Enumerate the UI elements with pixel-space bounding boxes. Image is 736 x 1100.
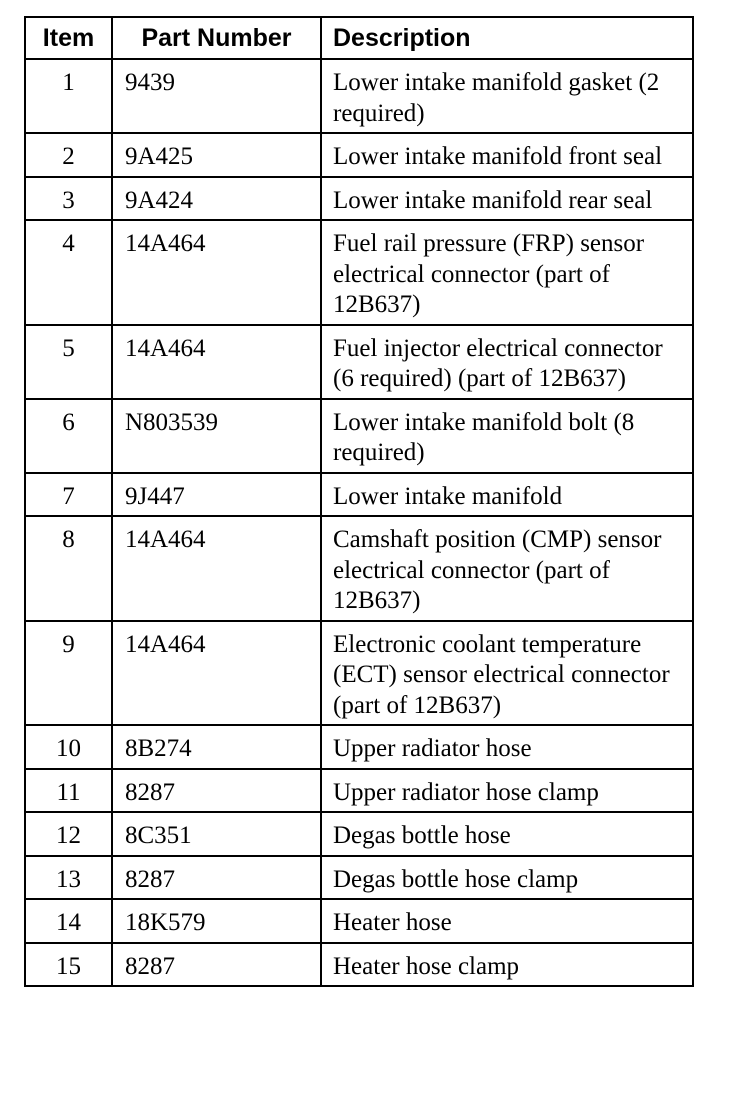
- part-number-cell: 18K579: [112, 899, 321, 943]
- item-cell: 15: [25, 943, 112, 987]
- description-cell: Electronic coolant temperature (ECT) sensor electrical connector (part of 12B637): [321, 621, 693, 726]
- part-number-cell: 14A464: [112, 220, 321, 325]
- header-part-number: Part Number: [112, 17, 321, 59]
- table-header: [25, 17, 693, 59]
- description-cell: Fuel injector electrical connector (6 required) (part of 12B637): [321, 325, 693, 399]
- part-number-cell: 14A464: [112, 621, 321, 726]
- table-row: [25, 177, 693, 221]
- description-cell: Camshaft position (CMP) sensor electrical connector (part of 12B637): [321, 516, 693, 621]
- description-cell: Upper radiator hose clamp: [321, 769, 693, 813]
- table-row: [25, 473, 693, 517]
- description-cell: Heater hose: [321, 899, 693, 943]
- part-number-cell: 9A425: [112, 133, 321, 177]
- parts-table: [24, 16, 694, 987]
- item-cell: 13: [25, 856, 112, 900]
- part-number-cell: 9439: [112, 59, 321, 133]
- header-description: Description: [321, 17, 693, 59]
- table-row: [25, 516, 693, 621]
- table-row: [25, 399, 693, 473]
- description-cell: Heater hose clamp: [321, 943, 693, 987]
- description-cell: Lower intake manifold rear seal: [321, 177, 693, 221]
- description-cell: Lower intake manifold front seal: [321, 133, 693, 177]
- table-row: [25, 621, 693, 726]
- header-row: [25, 17, 693, 59]
- item-cell: 7: [25, 473, 112, 517]
- item-cell: 14: [25, 899, 112, 943]
- table-row: [25, 725, 693, 769]
- part-number-cell: 8C351: [112, 812, 321, 856]
- description-cell: Lower intake manifold: [321, 473, 693, 517]
- part-number-cell: 14A464: [112, 325, 321, 399]
- part-number-cell: 8287: [112, 856, 321, 900]
- part-number-cell: N803539: [112, 399, 321, 473]
- part-number-cell: 9J447: [112, 473, 321, 517]
- part-number-cell: 8B274: [112, 725, 321, 769]
- description-cell: Lower intake manifold gasket (2 required): [321, 59, 693, 133]
- item-cell: 6: [25, 399, 112, 473]
- item-cell: 4: [25, 220, 112, 325]
- header-item: Item: [25, 17, 112, 59]
- description-cell: Lower intake manifold bolt (8 required): [321, 399, 693, 473]
- part-number-cell: 14A464: [112, 516, 321, 621]
- item-cell: 1: [25, 59, 112, 133]
- item-cell: 2: [25, 133, 112, 177]
- item-cell: 3: [25, 177, 112, 221]
- table-row: [25, 899, 693, 943]
- description-cell: Upper radiator hose: [321, 725, 693, 769]
- table-row: [25, 943, 693, 987]
- part-number-cell: 8287: [112, 943, 321, 987]
- table-row: [25, 59, 693, 133]
- table-row: [25, 220, 693, 325]
- item-cell: 5: [25, 325, 112, 399]
- description-cell: Degas bottle hose clamp: [321, 856, 693, 900]
- description-cell: Fuel rail pressure (FRP) sensor electrical connector (part of 12B637): [321, 220, 693, 325]
- table-row: [25, 769, 693, 813]
- part-number-cell: 8287: [112, 769, 321, 813]
- table-row: [25, 325, 693, 399]
- item-cell: 10: [25, 725, 112, 769]
- table-row: [25, 812, 693, 856]
- item-cell: 11: [25, 769, 112, 813]
- part-number-cell: 9A424: [112, 177, 321, 221]
- table-row: [25, 133, 693, 177]
- item-cell: 9: [25, 621, 112, 726]
- item-cell: 12: [25, 812, 112, 856]
- table-body: [25, 59, 693, 986]
- item-cell: 8: [25, 516, 112, 621]
- table-row: [25, 856, 693, 900]
- description-cell: Degas bottle hose: [321, 812, 693, 856]
